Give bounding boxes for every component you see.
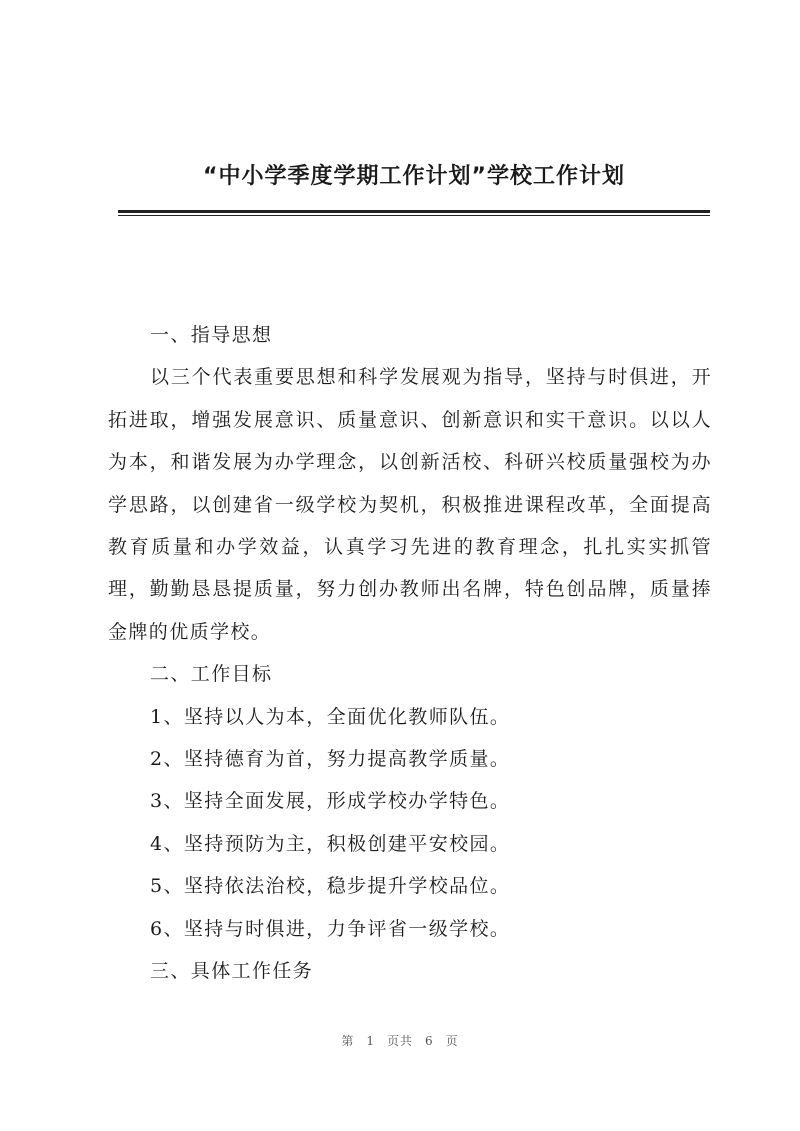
section-heading-work-goals: 二、工作目标 (150, 663, 273, 686)
title-underline-thick (118, 210, 710, 213)
goal-item: 3、坚持全面发展，形成学校办学特色。 (150, 790, 511, 813)
footer-suffix: 页 (445, 1034, 459, 1048)
footer-total-pages: 6 (425, 1034, 434, 1048)
goal-item: 4、坚持预防为主，积极创建平安校园。 (150, 832, 511, 855)
footer-page-number: 1 (366, 1034, 375, 1048)
goal-item: 5、坚持依法治校，稳步提升学校品位。 (150, 875, 511, 898)
footer-prefix: 第 (341, 1034, 355, 1048)
footer-middle: 页共 (386, 1034, 413, 1048)
section-heading-guiding-ideology: 一、指导思想 (150, 324, 273, 346)
goal-item: 1、坚持以人为本，全面优化教师队伍。 (150, 705, 511, 728)
page-footer (0, 1032, 800, 1049)
document-body (108, 314, 712, 993)
goal-item: 2、坚持德育为首，努力提高教学质量。 (150, 748, 511, 771)
title-underline-thin (118, 215, 710, 216)
document-title: “中小学季度学期工作计划”学校工作计划 (203, 164, 625, 189)
section-paragraph-guiding-ideology: 以三个代表重要思想和科学发展观为指导，坚持与时俱进，开拓进取，增强发展意识、质量意识、创新意识和实干意识。以以人为本，和谐发展为办学理念，以创新活校、科研兴校质量强校为办学思路，以创建省一级学校为契机，积极推进课程改革，全面提高教育质量和办学效益，认真学习先进的教育理念，扎扎实实抓管理，勤勤恳恳提质量，努力创办教师出名牌，特色创品牌，质量捧金牌的优质学校。 (108, 366, 712, 643)
goal-item: 6、坚持与时俱进，力争评省一级学校。 (150, 917, 511, 940)
section-heading-specific-tasks: 三、具体工作任务 (150, 960, 314, 983)
